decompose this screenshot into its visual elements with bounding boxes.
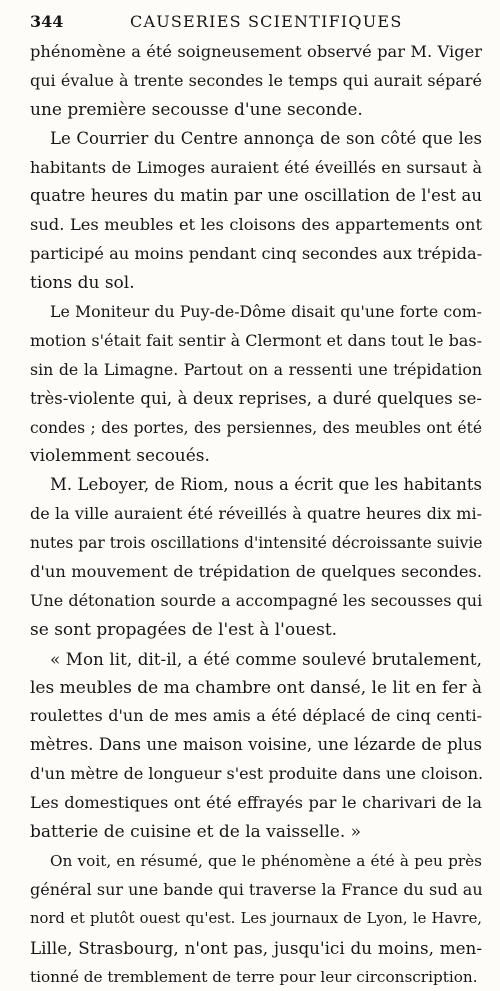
text-line: Le Courrier du Centre annonça de son côté que les [30, 125, 482, 154]
text-line: une première secousse d'une seconde. [30, 96, 482, 125]
text-line: Le Moniteur du Puy-de-Dôme disait qu'une forte com- [30, 298, 482, 327]
text-line: violemment secoués. [30, 442, 482, 471]
text-line: général sur une bande qui traverse la France du sud au [30, 876, 482, 905]
text-line: batterie de cuisine et de la vaisselle. » [30, 818, 482, 847]
text-line: Une détonation sourde a accompagné les secousses qui [30, 587, 482, 616]
text-line: condes ; des portes, des persiennes, des meubles ont été [30, 414, 482, 443]
text-line: d'un mouvement de trépidation de quelques secondes. [30, 558, 482, 587]
text-line: sin de la Limagne. Partout on a ressenti une trépidation [30, 356, 482, 385]
text-line: motion s'était fait sentir à Clermont et dans tout le bas- [30, 327, 482, 356]
text-line: nutes par trois oscillations d'intensité décroissante suivie [30, 529, 482, 558]
text-line: tionné de tremblement de terre pour leur circonscription. [30, 963, 482, 991]
text-line: mètres. Dans une maison voisine, une lézarde de plus [30, 731, 482, 760]
text-line: phénomène a été soigneusement observé par M. Viger [30, 38, 482, 67]
text-line: se sont propagées de l'est à l'ouest. [30, 616, 482, 645]
text-line: de la ville auraient été réveillés à quatre heures dix mi- [30, 500, 482, 529]
text-line: tions du sol. [30, 269, 482, 298]
text-line: Les domestiques ont été effrayés par le charivari de la [30, 789, 482, 818]
text-line: M. Leboyer, de Riom, nous a écrit que les habitants [30, 471, 482, 500]
page-header [30, 12, 482, 34]
text-line: roulettes d'un de mes amis a été déplacé de cinq centi- [30, 702, 482, 731]
text-line: « Mon lit, dit-il, a été comme soulevé brutalement, [30, 645, 482, 674]
text-line: participé au moins pendant cinq secondes aux trépida- [30, 240, 482, 269]
text-line: très-violente qui, à deux reprises, a duré quelques se- [30, 385, 482, 414]
text-line: On voit, en résumé, que le phénomène a été à peu près [30, 847, 482, 876]
text-line: sud. Les meubles et les cloisons des appartements ont [30, 211, 482, 240]
text-body [30, 38, 482, 991]
text-line: quatre heures du matin par une oscillation de l'est au [30, 182, 482, 211]
page-number: 344 [30, 12, 63, 31]
text-line: qui évalue à trente secondes le temps qui aurait séparé [30, 67, 482, 96]
text-line: nord et plutôt ouest qu'est. Les journaux de Lyon, le Havre, [30, 905, 482, 934]
text-line: les meubles de ma chambre ont dansé, le lit en fer à [30, 674, 482, 703]
text-line: Lille, Strasbourg, n'ont pas, jusqu'ici du moins, men- [30, 934, 482, 963]
text-line: habitants de Limoges auraient été éveillés en sursaut à [30, 154, 482, 183]
running-title: CAUSERIES SCIENTIFIQUES [130, 12, 402, 31]
text-line: d'un mètre de longueur s'est produite dans une cloison. [30, 760, 482, 789]
